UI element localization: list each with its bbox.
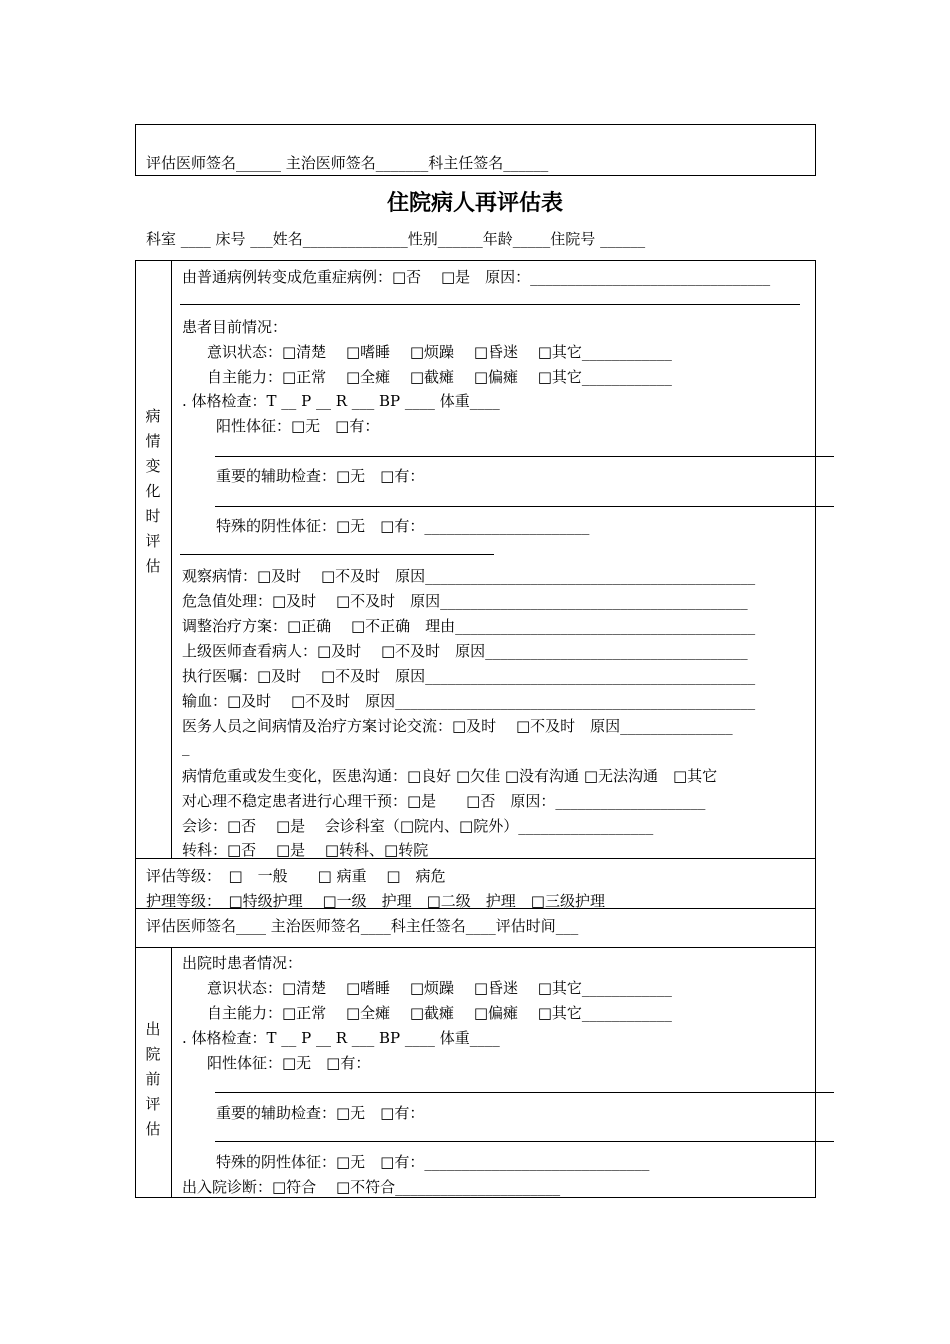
top-signature-line[interactable]: 评估医师签名______ 主治医师签名_______科主任签名______: [146, 154, 549, 172]
consciousness-line[interactable]: 意识状态：□清楚 □嗜睡 □烦躁 □昏迷 □其它____________: [207, 343, 672, 361]
discharge-status-heading: 出院时患者情况：: [182, 954, 303, 972]
discharge-self-care-line[interactable]: 自主能力：□正常 □全瘫 □截瘫 □偏瘫 □其它____________: [207, 1004, 672, 1022]
section2-label-char: 出: [145, 1020, 161, 1038]
section1-label-char: 化: [145, 482, 161, 500]
blank-line: [215, 1141, 834, 1142]
physical-exam-line[interactable]: . 体格检查：T __ P __ R ___ BP ____ 体重____: [182, 392, 500, 410]
consultation-line[interactable]: 会诊：□否 □是 会诊科室（□院内、□院外）__________________: [182, 817, 654, 835]
section1-label-divider: [171, 260, 172, 858]
blank-line: [180, 304, 800, 305]
section2-label-char: 估: [145, 1120, 161, 1138]
critical-value-line[interactable]: 危急值处理：□及时 □不及时 原因_________________________________________: [182, 592, 748, 610]
blank-line: [180, 554, 494, 555]
nursing-grade-line[interactable]: 护理等级： □特级护理 □一级 护理 □二级 护理 □三级护理: [146, 892, 605, 910]
section2-label-char: 前: [145, 1070, 161, 1088]
blank-line: [215, 506, 834, 507]
diagnosis-match-line[interactable]: 出入院诊断：□符合 □不符合______________________: [182, 1178, 561, 1196]
current-status-heading: 患者目前情况：: [182, 318, 288, 336]
discharge-physical-exam-line[interactable]: . 体格检查：T __ P __ R ___ BP ____ 体重____: [182, 1029, 500, 1047]
eval-grade-line[interactable]: 评估等级： □ 一般 □ 病重 □ 病危: [146, 867, 446, 885]
section2-label: [138, 1017, 168, 1142]
blank-line: [215, 456, 834, 457]
section1-label-char: 评: [145, 532, 161, 550]
discharge-aux-exam-line[interactable]: 重要的辅助检查：□无 □有：: [216, 1104, 425, 1122]
critical-conversion-line[interactable]: 由普通病例转变成危重症病例：□否 □是 原因：________________________________: [182, 268, 771, 286]
section1-label: [138, 404, 168, 579]
discharge-negative-signs-line[interactable]: 特殊的阴性体征：□无 □有：______________________________: [216, 1153, 650, 1171]
orders-line[interactable]: 执行医嘱：□及时 □不及时 原因____________________________________________: [182, 667, 756, 685]
patient-info-line[interactable]: 科室 ____ 床号 ___姓名______________性别______年龄_____住院号 ______: [146, 230, 646, 248]
aux-exam-line[interactable]: 重要的辅助检查：□无 □有：: [216, 467, 425, 485]
senior-doctor-line[interactable]: 上级医师查看病人：□及时 □不及时 原因___________________________________: [182, 642, 748, 660]
discharge-consciousness-line[interactable]: 意识状态：□清楚 □嗜睡 □烦躁 □昏迷 □其它____________: [207, 979, 672, 997]
signature-line-2[interactable]: 评估医师签名____ 主治医师签名____科主任签名____评估时间___: [146, 917, 579, 935]
section2-label-char: 评: [145, 1095, 161, 1113]
blank-line: [215, 1092, 834, 1093]
section1-label-char: 情: [145, 432, 161, 450]
section2-label-divider: [171, 947, 172, 1198]
observation-line[interactable]: 观察病情：□及时 □不及时 原因____________________________________________: [182, 567, 756, 585]
section1-label-char: 变: [145, 457, 161, 475]
signature2-bottom-border: [135, 947, 816, 948]
form-title: 住院病人再评估表: [386, 191, 563, 216]
section1-label-char: 估: [145, 557, 161, 575]
self-care-line[interactable]: 自主能力：□正常 □全瘫 □截瘫 □偏瘫 □其它____________: [207, 368, 672, 386]
section2-label-char: 院: [145, 1045, 161, 1063]
section1-label-char: 时: [145, 507, 161, 525]
discussion-line-overflow: _: [182, 738, 190, 756]
positive-signs-line[interactable]: 阳性体征：□无 □有：: [216, 417, 380, 435]
communication-line[interactable]: 病情危重或发生变化，医患沟通：□良好 □欠佳 □没有沟通 □无法沟通 □其它: [182, 767, 718, 785]
treatment-adjust-line[interactable]: 调整治疗方案：□正确 □不正确 理由________________________________________: [182, 617, 756, 635]
discharge-positive-signs-line[interactable]: 阳性体征：□无 □有：: [207, 1054, 371, 1072]
transfer-line[interactable]: 转科：□否 □是 □转科、□转院__________________: [182, 841, 564, 859]
discussion-line[interactable]: 医务人员之间病情及治疗方案讨论交流：□及时 □不及时 原因_______________: [182, 717, 733, 735]
psych-intervention-line[interactable]: 对心理不稳定患者进行心理干预：□是 □否 原因：____________________: [182, 792, 706, 810]
transfusion-line[interactable]: 输血：□及时 □不及时 原因________________________________________________: [182, 692, 756, 710]
section1-label-char: 病: [145, 407, 161, 425]
negative-signs-line[interactable]: 特殊的阴性体征：□无 □有：______________________: [216, 517, 590, 535]
